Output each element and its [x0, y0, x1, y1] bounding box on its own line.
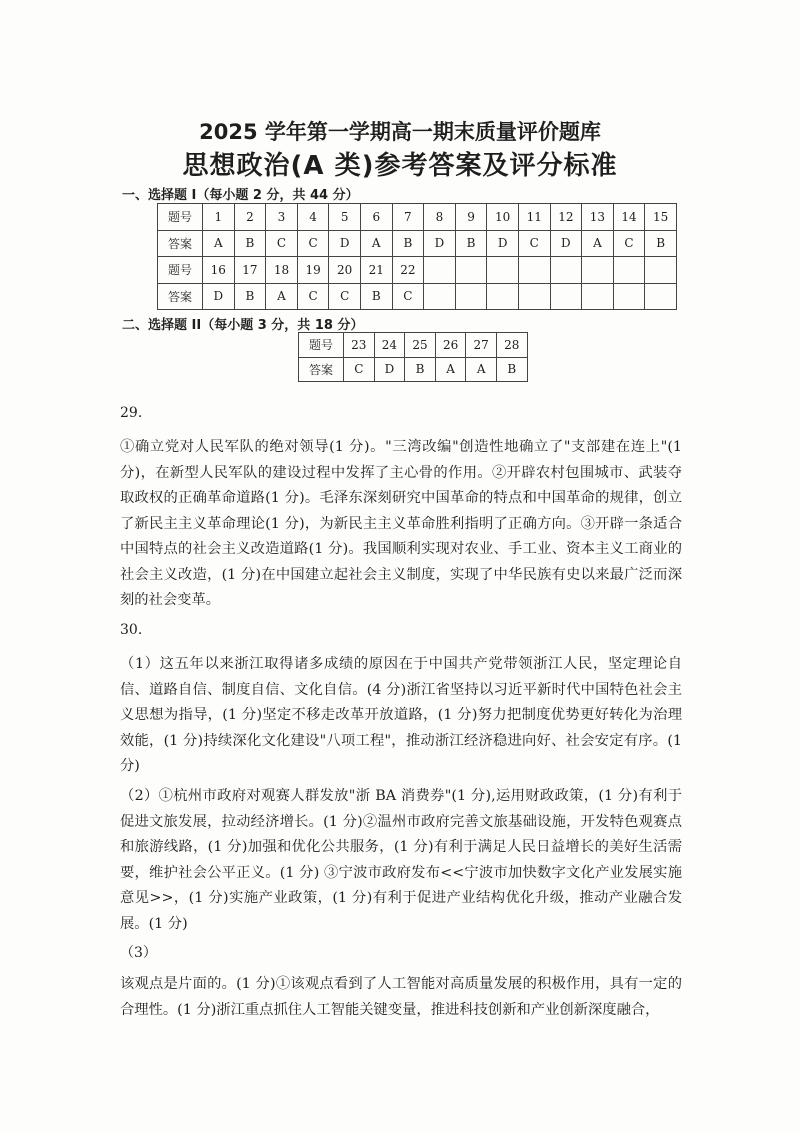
table-cell: 14 [613, 204, 645, 231]
question-number-29: 29. [120, 405, 143, 421]
table-cell: B [234, 230, 266, 257]
table-cell: 21 [360, 257, 392, 284]
table-cell: A [203, 230, 235, 257]
answer-30-part3-label: （3） [120, 945, 157, 961]
answer-table-section1 [157, 203, 677, 310]
table-cell: 15 [645, 204, 677, 231]
table-cell: B [360, 283, 392, 310]
table-cell [550, 283, 582, 310]
table-cell: C [344, 357, 375, 382]
table-cell: 16 [203, 257, 235, 284]
row-label-ans: 答案 [158, 230, 203, 257]
table-cell [455, 257, 487, 284]
table-cell: 7 [392, 204, 424, 231]
table-cell [582, 257, 614, 284]
table-cell: 6 [360, 204, 392, 231]
table-cell [455, 283, 487, 310]
section1-heading: 一、选择题 I（每小题 2 分，共 44 分） [122, 188, 359, 203]
table-cell: 3 [266, 204, 298, 231]
answer-30-part2: （2）①杭州市政府对观赛人群发放"浙 BA 消费券"(1 分),运用财政政策，(1 分)有利于促进文旅发展，拉动经济增长。(1 分)②温州市政府完善文旅基础设施，开发特色观赛点和旅游线路，(1 分)加强和优化公共服务，(1 分)有利于满足人民日益增长的美好生活需要，维护社会公平正义。(1 分) ③宁波市政府发布<<宁波市加快数字文化产业发展实施意见>>，(1 分)实施产业政策，(1 分)有利于促进产业结构优化升级，推动产业融合发展。(1 分) [120, 788, 682, 932]
table-cell: B [234, 283, 266, 310]
table-cell: D [329, 230, 361, 257]
table-cell: C [613, 230, 645, 257]
table-cell: 23 [344, 333, 375, 358]
table-cell [518, 283, 550, 310]
table-cell [550, 257, 582, 284]
table-cell: B [496, 357, 527, 382]
table-cell: C [297, 230, 329, 257]
row-label-num: 题号 [299, 333, 344, 358]
table-cell: 24 [374, 333, 405, 358]
table-cell: 20 [329, 257, 361, 284]
page-title-line2: 思想政治(A 类)参考答案及评分标准 [182, 151, 618, 181]
table-cell: D [203, 283, 235, 310]
table-cell: 22 [392, 257, 424, 284]
table-cell: 4 [297, 204, 329, 231]
row-label-num: 题号 [158, 204, 203, 231]
table-cell: 25 [405, 333, 436, 358]
table-cell: 5 [329, 204, 361, 231]
table-cell: D [487, 230, 519, 257]
table-cell: A [360, 230, 392, 257]
table-row [299, 357, 528, 382]
table-cell: 27 [466, 333, 497, 358]
section2-heading: 二、选择题 II（每小题 3 分，共 18 分） [122, 318, 364, 333]
answer-29-text: ①确立党对人民军队的绝对领导(1 分)。"三湾改编"创造性地确立了"支部建在连上"(1 分)，在新型人民军队的建设过程中发挥了主心骨的作用。②开辟农村包围城市、武装夺取政权的正确革命道路(1 分)。毛泽东深刻研究中国革命的特点和中国革命的规律，创立了新民主主义革命理论(1 分)，为新民主主义革命胜利指明了正确方向。③开辟一条适合中国特点的社会主义改造道路(1 分)。我国顺利实现对农业、手工业、资本主义工商业的社会主义改造，(1 分)在中国建立起社会主义制度，实现了中华民族有史以来最广泛而深刻的社会变革。 [120, 439, 682, 608]
table-cell: D [424, 230, 456, 257]
table-cell: C [266, 230, 298, 257]
table-cell [645, 257, 677, 284]
row-label-ans: 答案 [158, 283, 203, 310]
table-cell: C [518, 230, 550, 257]
table-cell: 9 [455, 204, 487, 231]
table-cell: 10 [487, 204, 519, 231]
table-cell [487, 283, 519, 310]
table-row [158, 283, 677, 310]
table-cell: A [466, 357, 497, 382]
table-cell [487, 257, 519, 284]
table-cell: B [405, 357, 436, 382]
table-row [158, 204, 677, 231]
table-cell: D [550, 230, 582, 257]
table-cell [424, 257, 456, 284]
row-label-ans: 答案 [299, 357, 344, 382]
table-cell: 19 [297, 257, 329, 284]
table-cell: 28 [496, 333, 527, 358]
table-cell: B [645, 230, 677, 257]
table-cell: 11 [518, 204, 550, 231]
table-cell: D [374, 357, 405, 382]
table-cell: A [582, 230, 614, 257]
table-cell: C [392, 283, 424, 310]
answer-30-part3: 该观点是片面的。(1 分)①该观点看到了人工智能对高质量发展的积极作用，具有一定的合理性。(1 分)浙江重点抓住人工智能关键变量，推进科技创新和产业创新深度融合， [120, 976, 682, 1018]
table-cell: A [266, 283, 298, 310]
table-cell: 2 [234, 204, 266, 231]
table-cell [645, 283, 677, 310]
table-cell: 1 [203, 204, 235, 231]
table-row [158, 257, 677, 284]
question-number-30: 30. [120, 622, 143, 638]
table-cell [424, 283, 456, 310]
table-cell [518, 257, 550, 284]
table-cell: 8 [424, 204, 456, 231]
table-cell [582, 283, 614, 310]
table-cell: 12 [550, 204, 582, 231]
table-cell: B [392, 230, 424, 257]
table-cell: C [297, 283, 329, 310]
row-label-num: 题号 [158, 257, 203, 284]
table-row [158, 230, 677, 257]
table-cell [613, 283, 645, 310]
table-cell: A [435, 357, 466, 382]
table-row [299, 333, 528, 358]
page-title-line1: 2025 学年第一学期高一期末质量评价题库 [199, 120, 601, 144]
table-cell: 13 [582, 204, 614, 231]
table-cell: 26 [435, 333, 466, 358]
table-cell: 18 [266, 257, 298, 284]
answer-30-part1: （1）这五年以来浙江取得诸多成绩的原因在于中国共产党带领浙江人民，坚定理论自信、道路自信、制度自信、文化自信。(4 分)浙江省坚持以习近平新时代中国特色社会主义思想为指导，(1 分)坚定不移走改革开放道路，(1 分)努力把制度优势更好转化为治理效能，(1 分)持续深化文化建设"八项工程"，推动浙江经济稳进向好、社会安定有序。(1 分) [120, 656, 682, 774]
answer-table-section2 [298, 332, 528, 382]
table-cell: B [455, 230, 487, 257]
table-cell [613, 257, 645, 284]
table-cell: 17 [234, 257, 266, 284]
table-cell: C [329, 283, 361, 310]
